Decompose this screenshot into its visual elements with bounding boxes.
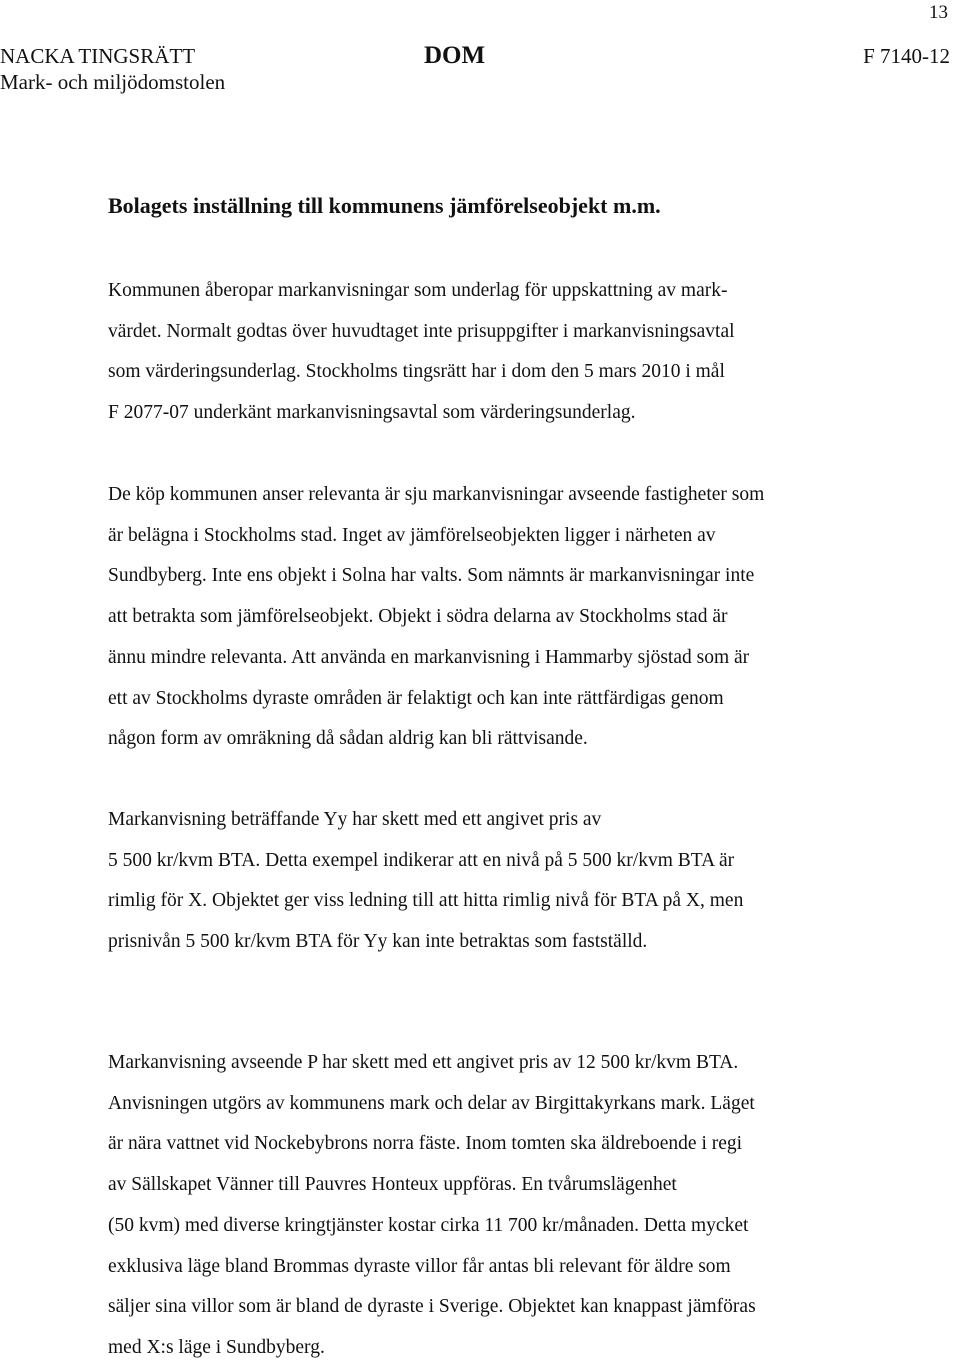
paragraph-line: är belägna i Stockholms stad. Inget av jämförelseobjekten ligger i närheten av [108, 524, 716, 546]
paragraph-line: De köp kommunen anser relevanta är sju markanvisningar avseende fastigheter som [108, 484, 765, 505]
paragraph-line: någon form av omräkning då sådan aldrig kan bli rättvisande. [108, 728, 588, 750]
paragraph-3 [108, 800, 908, 963]
paragraph-line: värdet. Normalt godtas över huvudtaget inte prisuppgifter i markanvisningsavtal [108, 320, 735, 342]
paragraph-line: rimlig för X. Objektet ger viss ledning till att hitta rimlig nivå för BTA på X, men [108, 890, 744, 912]
paragraph-4 [108, 1043, 908, 1369]
paragraph-line: att betrakta som jämförelseobjekt. Objekt i södra delarna av Stockholms stad är [108, 606, 728, 628]
court-name: NACKA TINGSRÄTT [0, 44, 196, 68]
paragraph-line: Markanvisning avseende P har skett med ett angivet pris av 12 500 kr/kvm BTA. [108, 1052, 739, 1073]
paragraph-line: Kommunen åberopar markanvisningar som underlag för uppskattning av mark- [108, 280, 728, 301]
case-number: F 7140-12 [863, 44, 950, 68]
paragraph-line: av Sällskapet Vänner till Pauvres Honteux uppföras. En tvårumslägenhet [108, 1174, 677, 1196]
paragraph-line: Markanvisning beträffande Yy har skett med ett angivet pris av [108, 809, 602, 830]
paragraph-line: (50 kvm) med diverse kringtjänster kostar cirka 11 700 kr/månaden. Detta mycket [108, 1214, 749, 1236]
page-number: 13 [929, 2, 948, 23]
paragraph-line: säljer sina villor som är bland de dyraste i Sverige. Objektet kan knappast jämföras [108, 1296, 756, 1318]
paragraph-line: är nära vattnet vid Nockebybrons norra fäste. Inom tomten ska äldreboende i regi [108, 1133, 743, 1155]
paragraph-line: med X:s läge i Sundbyberg. [108, 1336, 325, 1358]
paragraph-2 [108, 475, 908, 760]
paragraph-line: 5 500 kr/kvm BTA. Detta exempel indikerar att en nivå på 5 500 kr/kvm BTA är [108, 849, 735, 871]
paragraph-line: F 2077-07 underkänt markanvisningsavtal som värderingsunderlag. [108, 402, 636, 424]
paragraph-line: ännu mindre relevanta. Att använda en markanvisning i Hammarby sjöstad som är [108, 646, 750, 668]
section-heading: Bolagets inställning till kommunens jämförelseobjekt m.m. [108, 193, 661, 218]
court-division: Mark- och miljödomstolen [0, 70, 226, 94]
paragraph-line: ett av Stockholms dyraste områden är felaktigt och kan inte rättfärdigas genom [108, 687, 724, 709]
paragraph-line: exklusiva läge bland Brommas dyraste villor får antas bli relevant för äldre som [108, 1255, 731, 1277]
paragraph-line: Anvisningen utgörs av kommunens mark och delar av Birgittakyrkans mark. Läget [108, 1092, 755, 1114]
paragraph-line: som värderingsunderlag. Stockholms tingsrätt har i dom den 5 mars 2010 i mål [108, 361, 725, 383]
paragraph-1 [108, 271, 908, 434]
paragraph-line: prisnivån 5 500 kr/kvm BTA för Yy kan inte betraktas som fastställd. [108, 931, 648, 953]
paragraph-line: Sundbyberg. Inte ens objekt i Solna har valts. Som nämnts är markanvisningar inte [108, 565, 755, 587]
document-type: DOM [424, 42, 486, 69]
